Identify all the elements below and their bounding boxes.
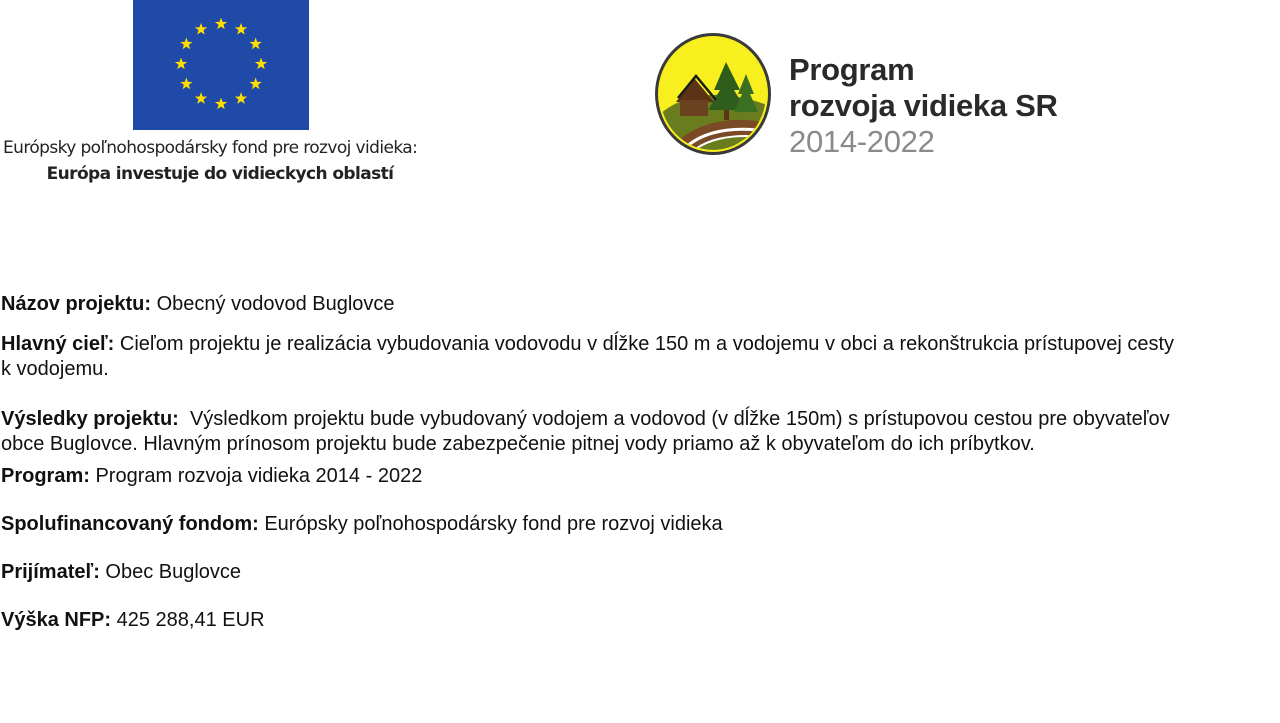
recipient-row <box>1 560 1280 584</box>
project-goal-row <box>1 332 1280 356</box>
project-goal-continuation: k vodojemu. <box>1 358 109 380</box>
prv-title-line2: rozvoja vidieka SR <box>789 88 1058 123</box>
project-name-label: Názov projektu: <box>1 293 152 315</box>
nfp-row <box>1 608 1280 632</box>
project-results-row <box>1 407 1280 431</box>
recipient-label: Prijímateľ: <box>1 561 100 583</box>
nfp-label: Výška NFP: <box>1 609 112 631</box>
recipient-value: Obec Buglovce <box>105 561 242 583</box>
eu-flag-icon <box>133 0 309 130</box>
project-results-label: Výsledky projektu: <box>1 408 179 430</box>
fund-label: Spolufinancovaný fondom: <box>1 513 259 535</box>
project-name-row <box>1 292 1280 316</box>
project-results-value: Výsledkom projektu bude vybudovaný vodojem a vodovod (v dĺžke 150m) s prístupovou cestou pre obyvateľov <box>189 408 1170 430</box>
eu-caption-fund: Európsky poľnohospodársky fond pre rozvoj vidieka: <box>3 138 418 158</box>
eu-caption-slogan: Európa investuje do vidieckych oblastí <box>46 164 394 184</box>
eu-logo <box>0 0 440 200</box>
prv-emblem-icon <box>654 32 772 156</box>
project-results-continuation: obce Buglovce. Hlavným prínosom projektu bude zabezpečenie pitnej vody priamo až k obyvateľom do ich príbytkov. <box>1 433 1035 455</box>
project-goal-label: Hlavný cieľ: <box>1 333 115 355</box>
nfp-value: 425 288,41 EUR <box>116 609 265 631</box>
project-name-value: Obecný vodovod Buglovce <box>156 293 395 315</box>
program-row <box>1 464 1280 488</box>
prv-title-years: 2014-2022 <box>789 124 935 159</box>
program-value: Program rozvoja vidieka 2014 - 2022 <box>95 465 423 487</box>
prv-logo <box>650 28 1100 163</box>
fund-value: Európsky poľnohospodársky fond pre rozvoj vidieka <box>264 513 723 535</box>
program-label: Program: <box>1 465 90 487</box>
prv-title-line1: Program <box>789 52 915 87</box>
project-goal-value: Cieľom projektu je realizácia vybudovania vodovodu v dĺžke 150 m a vodojemu v obci a rekonštrukcia prístupovej cesty <box>119 333 1175 355</box>
fund-row <box>1 512 1280 536</box>
